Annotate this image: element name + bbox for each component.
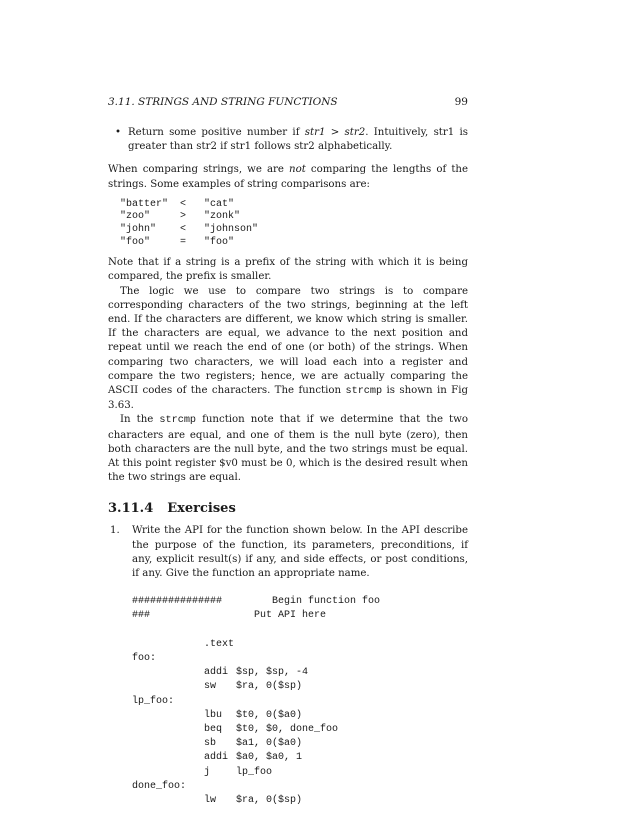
code-line — [132, 624, 468, 638]
comparison-row — [120, 199, 468, 212]
comparison-right: "johnson" — [204, 224, 259, 235]
code-opcode: sw — [204, 681, 217, 693]
code-label — [132, 638, 204, 652]
strcmp-code: strcmp — [159, 415, 197, 427]
comparison-left: "foo" — [120, 236, 151, 248]
code-line — [132, 737, 468, 751]
comparison-operator: = — [180, 236, 187, 248]
intro-emphasis: not — [289, 164, 306, 176]
code-listing — [132, 595, 468, 808]
code-opcode — [204, 780, 236, 794]
logic-paragraph — [108, 285, 468, 414]
comparison-right: "zonk" — [204, 211, 241, 223]
comparison-row — [120, 237, 468, 250]
code-operands: $t0, $0, done_foo — [236, 723, 339, 735]
code-line — [132, 638, 468, 652]
comparison-operator: < — [180, 198, 187, 210]
code-label: foo: — [132, 653, 157, 664]
prefix-paragraph: Note that if a string is a prefix of the string with which it is being compared, the prefix is smaller. — [108, 257, 468, 283]
code-line — [132, 794, 468, 808]
code-label: done_foo: — [132, 780, 187, 792]
comparison-operator: < — [180, 224, 187, 235]
code-label: lp_foo: — [132, 695, 175, 707]
logic-post: is shown in Fig 3.63. — [108, 385, 468, 412]
code-line — [132, 723, 468, 737]
code-line — [132, 666, 468, 680]
code-operands: $t0, 0($a0) — [236, 709, 303, 721]
code-line — [132, 780, 468, 794]
code-opcode: .text — [204, 638, 235, 650]
bullet-math-str2: str2 — [344, 127, 366, 138]
comparison-row — [120, 224, 468, 237]
code-line — [132, 609, 468, 623]
code-line — [132, 766, 468, 780]
section-title: Exercises — [167, 501, 236, 517]
code-label: ############### — [132, 596, 223, 608]
code-opcode: j — [204, 766, 211, 778]
code-opcode: beq — [204, 723, 223, 735]
logic-code-strcmp: strcmp — [345, 386, 383, 398]
code-opcode — [204, 695, 236, 709]
strcmp-pre: In the — [120, 414, 160, 426]
code-opcode — [204, 624, 236, 638]
comparison-left: "john" — [120, 224, 157, 235]
code-label — [132, 709, 204, 723]
bullet-item — [108, 126, 468, 154]
comparison-row — [120, 211, 468, 224]
code-label — [132, 751, 204, 765]
code-label — [132, 680, 204, 694]
code-line — [132, 709, 468, 723]
bullet-text-pre: Return some positive number if — [128, 127, 305, 138]
code-operands — [236, 624, 468, 638]
code-label — [132, 624, 204, 638]
running-header — [108, 96, 468, 114]
code-operands: $a1, 0($a0) — [236, 738, 303, 750]
code-operands — [236, 638, 468, 652]
logic-pre: The logic we use to compare two strings is to compare corresponding characters of the two strings, beginning at the left end. If the characters are different, we know which string is smaller. If the characters are equal, we advance to the next position and repeat until we reach the end of one (or both) of the strings. When comparing two characters, we will load each into a register and compare the two registers; hence, we are actually comparing the ASCII codes of the characters. The function — [108, 285, 468, 397]
code-operands — [236, 695, 468, 709]
code-operands: $a0, $a0, 1 — [236, 752, 303, 764]
section-number: 3.11.4 — [108, 501, 154, 517]
exercise-label: 1. — [110, 525, 120, 537]
code-opcode — [204, 609, 236, 623]
code-operands: $ra, 0($sp) — [236, 794, 303, 806]
comparison-right: "foo" — [204, 236, 235, 248]
code-line — [132, 595, 468, 609]
code-label — [132, 794, 204, 808]
intro-paragraph — [108, 163, 468, 191]
intro-pre: When comparing strings, we are — [108, 164, 290, 176]
code-opcode: addi — [204, 752, 229, 764]
code-line — [132, 680, 468, 694]
code-opcode — [222, 595, 254, 609]
code-label — [132, 666, 204, 680]
header-page-number: 99 — [454, 96, 468, 108]
strcmp-post: function note that if we determine that the two characters are equal, and one of them is the null byte (zero), then both characters are the null byte, and the two strings must be equal. At this point register $v0 must be 0, which is the desired result when the two strings are equal. — [108, 414, 468, 484]
code-label — [132, 766, 204, 780]
code-opcode: sb — [204, 738, 217, 750]
code-opcode: lbu — [204, 709, 223, 721]
intro-post: comparing the lengths of the strings. Some examples of string comparisons are: — [108, 164, 468, 190]
code-opcode: addi — [204, 667, 229, 679]
code-line — [132, 652, 468, 666]
exercise-item — [108, 524, 468, 581]
code-operands: Begin function foo — [254, 596, 381, 608]
code-label — [132, 737, 204, 751]
code-line — [132, 751, 468, 765]
bullet-math-gt: > — [325, 127, 345, 138]
bullet-math-str1: str1 — [304, 127, 326, 138]
comparison-left: "batter" — [120, 198, 169, 210]
comparison-left: "zoo" — [120, 211, 151, 223]
code-line — [132, 695, 468, 709]
bullet-marker: • — [114, 127, 121, 138]
code-opcode: lw — [204, 794, 217, 806]
code-operands: $sp, $sp, -4 — [236, 667, 309, 679]
page-content — [108, 96, 468, 808]
code-operands — [236, 652, 468, 666]
code-label: ### — [132, 610, 151, 622]
comparison-right: "cat" — [204, 198, 235, 210]
comparison-examples — [120, 199, 468, 249]
code-label — [132, 723, 204, 737]
code-operands — [236, 780, 468, 794]
header-section-title: 3.11. STRINGS AND STRING FUNCTIONS — [108, 96, 338, 108]
section-heading — [108, 501, 468, 516]
strcmp-paragraph — [108, 413, 468, 485]
bullet-text — [128, 126, 468, 154]
code-operands: $ra, 0($sp) — [236, 681, 303, 693]
code-operands: Put API here — [236, 610, 327, 622]
exercise-text: Write the API for the function shown below. In the API describe the purpose of the function, its parameters, preconditions, if any, explicit result(s) if any, and side effects, or post conditions, if any. Give the function an appropriate name. — [132, 525, 468, 580]
code-opcode — [204, 652, 236, 666]
code-operands: lp_foo — [236, 766, 273, 778]
bullet-text-post: . Intuitively, str1 is greater than str2 if str1 follows str2 alphabetically. — [128, 127, 469, 153]
comparison-operator: > — [180, 211, 187, 223]
